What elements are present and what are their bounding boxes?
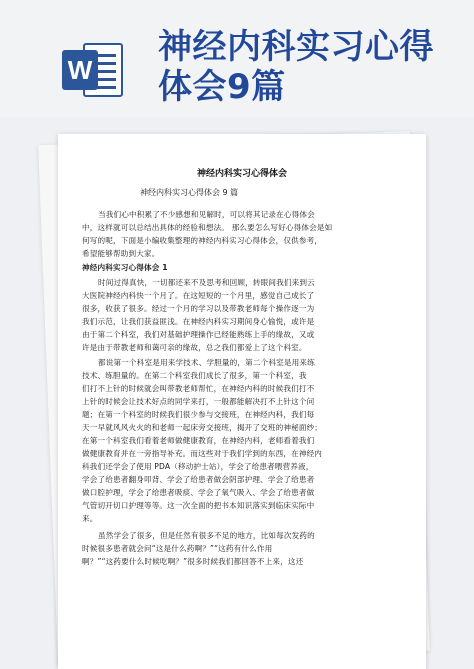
paragraph-line: 虽然学会了很多，但是任然有很多不足的地方，比如每次发药的 xyxy=(98,531,315,540)
paragraph-line: 很多，收获了很多。经过一个月的学习以及带教老师每个操作逐一为 xyxy=(82,304,315,313)
page-title-line-2: 体会9篇 xyxy=(158,67,286,107)
paragraph-line: 当我们心中积累了不少感想和见解时，可以将其记录在心得体会 xyxy=(98,210,315,219)
header-banner xyxy=(0,0,474,118)
paragraph-line: 气管切开切口护理等等。这一次全面的把书本知识落实到临床实际中 xyxy=(82,501,315,510)
paragraph-line: 题；在第一个科室的时候我们很少参与交接班，在神经内科，我们每 xyxy=(82,410,315,419)
paragraph-line: 我们示范，让我们获益匪浅。在神经内科实习期间身心愉悦，或许是 xyxy=(82,317,315,326)
paragraph-line: 时候很多患者就会问“这是什么药啊？”“这药有什么作用 xyxy=(82,544,273,553)
paragraph-line: 科我们还学会了使用 PDA（移动护士站），学会了给患者喂营养液， xyxy=(82,462,314,471)
paragraph-line: 何写的呢，下面是小编收集整理的神经内科实习心得体会，仅供参考， xyxy=(82,236,323,245)
document-subtitle: 神经内科实习心得体会 9 篇 xyxy=(140,188,239,197)
paragraph-line: 做口腔护理，学会了给患者吸痰、学会了氧气吸入、学会了给患者做 xyxy=(82,488,315,497)
paragraph-line: 天一早就风风火火的和老师一起床旁交接班，揭开了交班的神秘面纱； xyxy=(82,423,323,432)
paragraph-line: 做健康教育并在一旁指导补充。而这些对于我们学到的东西，在神经内 xyxy=(82,449,323,458)
page-title-line-1: 神经内科实习心得 xyxy=(158,27,434,67)
paragraph-line: 希望能够帮助到大家。 xyxy=(82,249,160,258)
paragraph-line: 大医院神经内科快一个月了。在这短短的一个月里，感觉自己成长了 xyxy=(82,291,315,300)
paragraph-line: 由于第二个科室，我们对基础护理操作已经能熟练上手的缘故，又或 xyxy=(82,330,315,339)
document-title: 神经内科实习心得体会 xyxy=(196,169,287,179)
paragraph-line: 上针的时候会让技术好点的同学来打，一般都能解决打不上针这个问 xyxy=(82,397,315,406)
word-doc-icon xyxy=(62,40,124,100)
paragraph-line: 啊？”“这药要什么时候吃啊？”很多时候我们都回答不上来，这还 xyxy=(82,557,304,566)
paragraph-line: 在第一个科室我们看着老师做健康教育，在神经内科，老师看着我们 xyxy=(82,436,315,445)
paragraph-line: 学会了给患者翻身叩背、学会了给患者做会阴部护理、学会了给患者 xyxy=(82,475,315,484)
paragraph-line: 来。 xyxy=(82,514,98,523)
document-page xyxy=(58,134,426,669)
paragraph-line: 技术、练胆量的。在第二个科室我们成长了很多，第一个科室，我 xyxy=(82,371,307,380)
svg-text:W: W xyxy=(67,55,93,85)
paragraph-line: 时间过得真快，一切都还来不及思考和回顾，转眼间我们来到云 xyxy=(98,278,315,287)
paragraph-line: 都说第一个科室是用来学技术、学胆量的，第二个科室是用来练 xyxy=(98,358,315,367)
section-heading: 神经内科实习心得体会 1 xyxy=(82,263,168,272)
paragraph-line: 中，这样就可以总结出具体的经验和想法。 那么要怎么写好心得体会是如 xyxy=(82,223,333,232)
paragraph-line: 许是由于带教老师和蔼可亲的缘故，总之我们都爱上了这个科室。 xyxy=(82,343,307,352)
paragraph-line: 们打不上针的时候就会叫带教老师帮忙，在神经内科的时候我们打不 xyxy=(82,384,315,393)
